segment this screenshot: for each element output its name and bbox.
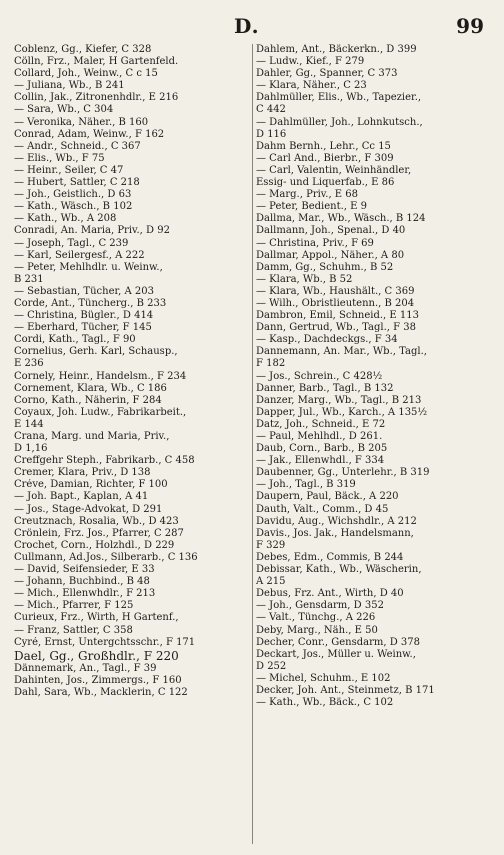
- page-number: 99: [456, 14, 484, 38]
- right-entry: F 329: [256, 539, 286, 551]
- right-entry: — Dahlmüller, Joh., Lohnkutsch.,: [256, 116, 423, 128]
- left-entry: — David, Seifensieder, E 33: [14, 564, 155, 576]
- right-entry: Deckart, Jos., Müller u. Weinw.,: [256, 648, 416, 660]
- left-entry: — Christina, Bügler., D 414: [14, 310, 154, 322]
- right-entry: Debus, Frz. Ant., Wirth, D 40: [256, 588, 404, 600]
- right-entry: Danzer, Marg., Wb., Tagl., B 213: [256, 394, 422, 406]
- right-entry: Dahm Bernh., Lehr., Cc 15: [256, 140, 391, 152]
- right-entry: Deby, Marg., Näh., E 50: [256, 624, 378, 636]
- right-entry: Dallmar, Appol., Näher., A 80: [256, 249, 405, 261]
- right-entry: — Klara, Näher., C 23: [256, 80, 367, 92]
- page-header: [0, 14, 504, 44]
- right-entry: Daubenner, Gg., Unterlehr., B 319: [256, 467, 430, 479]
- left-entry: — Veronika, Näher., B 160: [14, 116, 149, 128]
- right-entry: Dallma, Mar., Wb., Wäsch., B 124: [256, 213, 426, 225]
- left-entry: Cyré, Ernst, Untergchtsschr., F 171: [14, 636, 196, 648]
- right-entry: Davidu, Aug., Wichshdlr., A 212: [256, 515, 417, 527]
- left-entry: — Eberhard, Tücher, F 145: [14, 322, 152, 334]
- right-entry: Dambron, Emil, Schneid., E 113: [256, 310, 419, 322]
- left-entry: Créve, Damian, Richter, F 100: [14, 479, 168, 491]
- left-entry: — Karl, Seilergesf., A 222: [14, 249, 145, 261]
- right-entry: — Carl And., Bierbr., F 309: [256, 152, 394, 164]
- left-entry: — Mich., Ellenwhdlr., F 213: [14, 588, 156, 600]
- right-entry: Davis., Jos. Jak., Handelsmann,: [256, 527, 414, 539]
- left-entry: D 1,16: [14, 443, 48, 455]
- left-entry: Crönlein, Frz. Jos., Pfarrer, C 287: [14, 527, 184, 539]
- right-entry: Debes, Edm., Commis, B 244: [256, 551, 404, 563]
- left-entry: Coblenz, Gg., Kiefer, C 328: [14, 44, 152, 55]
- right-entry: Dahlem, Ant., Bäckerkn., D 399: [256, 44, 417, 55]
- left-entry: E 236: [14, 358, 44, 370]
- left-entry: Dännemark, An., Tagl., F 39: [14, 662, 157, 674]
- right-entry: C 442: [256, 104, 286, 116]
- right-entry: Decher, Conr., Gensdarm, D 378: [256, 636, 421, 648]
- left-entry: — Peter, Mehlhdlr. u. Weinw.,: [14, 261, 163, 273]
- right-entry: Datz, Joh., Schneid., E 72: [256, 418, 386, 430]
- right-column: [256, 44, 492, 709]
- left-entry: Creffgehr Steph., Fabrikarb., C 458: [14, 455, 195, 467]
- left-entry: — Juliana, Wb., B 241: [14, 80, 125, 92]
- right-entry: Dauth, Valt., Comm., D 45: [256, 503, 389, 515]
- right-entry: D 252: [256, 660, 287, 672]
- right-entry: Dahler, Gg., Spanner, C 373: [256, 68, 398, 80]
- left-entry: — Andr., Schneid., C 367: [14, 140, 141, 152]
- left-entry: Dahl, Sara, Wb., Macklerin, C 122: [14, 686, 188, 698]
- left-entry: Cordi, Kath., Tagl., F 90: [14, 334, 136, 346]
- right-entry: D 116: [256, 128, 287, 140]
- right-entry: — Valt., Tünchg., A 226: [256, 612, 376, 624]
- left-entry: Curieux, Frz., Wirth, H Gartenf.,: [14, 612, 179, 624]
- left-entry: B 231: [14, 273, 44, 285]
- right-entry: — Jak., Ellenwhdl., F 334: [256, 455, 385, 467]
- right-entry: — Jos., Schrein., C 428½: [256, 370, 383, 382]
- right-entry: Danner, Barb., Tagl., B 132: [256, 382, 394, 394]
- left-entry: — Heinr., Seiler, C 47: [14, 164, 124, 176]
- right-entry: Dallmann, Joh., Spenal., D 40: [256, 225, 406, 237]
- right-entry: — Joh., Gensdarm, D 352: [256, 600, 384, 612]
- left-entry: Coyaux, Joh. Ludw., Fabrikarbeit.,: [14, 406, 187, 418]
- left-entry: Cremer, Klara, Priv., D 138: [14, 467, 151, 479]
- right-entry: Essig- und Liquerfab., E 86: [256, 177, 395, 189]
- left-entry: — Johann, Buchbind., B 48: [14, 576, 150, 588]
- right-entry: F 182: [256, 358, 286, 370]
- left-entry: Dahinten, Jos., Zimmergs., F 160: [14, 674, 182, 686]
- left-entry: — Joh., Geistlich., D 63: [14, 189, 132, 201]
- left-entry: Cölln, Frz., Maler, H Gartenfeld.: [14, 56, 179, 68]
- left-entry: Collard, Joh., Weinw., C c 15: [14, 68, 158, 80]
- left-entry: — Kath., Wb., A 208: [14, 213, 117, 225]
- right-entry: Dapper, Jul., Wb., Karch., A 135½: [256, 406, 428, 418]
- left-entry: — Joseph, Tagl., C 239: [14, 237, 129, 249]
- right-entry: — Kasp., Dachdeckgs., F 34: [256, 334, 398, 346]
- left-entry: Cornelius, Gerh. Karl, Schausp.,: [14, 346, 178, 358]
- left-entry: Cullmann, Ad.Jos., Silberarb., C 136: [14, 551, 198, 563]
- left-entry: Corno, Kath., Näherin, F 284: [14, 394, 162, 406]
- right-entry: Dann, Gertrud, Wb., Tagl., F 38: [256, 322, 416, 334]
- right-entry: Debissar, Kath., Wb., Wäscherin,: [256, 564, 422, 576]
- right-entry: — Kath., Wb., Bäck., C 102: [256, 697, 394, 709]
- left-entry: Crochet, Corn., Holzhdl., D 229: [14, 539, 175, 551]
- section-letter: D.: [234, 14, 260, 38]
- right-entry: — Carl, Valentin, Weinhändler,: [256, 164, 412, 176]
- right-entry: — Christina, Priv., F 69: [256, 237, 374, 249]
- right-entry: Damm, Gg., Schuhm., B 52: [256, 261, 394, 273]
- left-column: [14, 44, 250, 699]
- right-entry: — Michel, Schuhm., E 102: [256, 672, 391, 684]
- left-entry: — Franz, Sattler, C 358: [14, 624, 133, 636]
- left-entry: Conrad, Adam, Weinw., F 162: [14, 128, 165, 140]
- right-entry: Dahlmüller, Elis., Wb., Tapezier.,: [256, 92, 422, 104]
- left-entry: Dael, Gg., Großhdlr., F 220: [14, 648, 179, 663]
- right-entry: — Klara, Wb., Haushält., C 369: [256, 285, 415, 297]
- right-entry: — Joh., Tagl., B 319: [256, 479, 356, 491]
- right-entry: Decker, Joh. Ant., Steinmetz, B 171: [256, 684, 435, 696]
- left-entry: — Kath., Wäsch., B 102: [14, 201, 133, 213]
- right-entry: — Peter, Bedient., E 9: [256, 201, 367, 213]
- left-entry: Cornely, Heinr., Handelsm., F 234: [14, 370, 187, 382]
- right-entry: — Klara, Wb., B 52: [256, 273, 353, 285]
- left-entry: — Hubert, Sattler, C 218: [14, 177, 140, 189]
- left-entry: E 144: [14, 418, 44, 430]
- left-entry: — Mich., Pfarrer, F 125: [14, 600, 134, 612]
- right-entry: — Ludw., Kief., F 279: [256, 56, 365, 68]
- left-entry: Crana, Marg. und Maria, Priv.,: [14, 431, 170, 442]
- left-entry: Creutznach, Rosalia, Wb., D 423: [14, 515, 179, 527]
- left-entry: Collin, Jak., Zitronenhdlr., E 216: [14, 92, 179, 104]
- left-entry: — Elis., Wb., F 75: [14, 152, 105, 164]
- right-entry: Dannemann, An. Mar., Wb., Tagl.,: [256, 346, 427, 358]
- left-entry: — Jos., Stage-Advokat, D 291: [14, 503, 163, 515]
- right-entry: — Marg., Priv., E 68: [256, 189, 359, 201]
- left-entry: Conradi, An. Maria, Priv., D 92: [14, 225, 170, 237]
- left-entry: — Joh. Bapt., Kaplan, A 41: [14, 491, 149, 503]
- left-entry: Cornement, Klara, Wb., C 186: [14, 382, 167, 394]
- left-entry: — Sebastian, Tücher, A 203: [14, 285, 155, 297]
- right-entry: Daupern, Paul, Bäck., A 220: [256, 491, 399, 503]
- right-entry: Daub, Corn., Barb., B 205: [256, 443, 388, 455]
- right-entry: — Paul, Mehlhdl., D 261.: [256, 431, 383, 442]
- right-entry: — Wilh., Obristlieutenn., B 204: [256, 297, 415, 309]
- right-entry: A 215: [256, 576, 286, 588]
- left-entry: — Sara, Wb., C 304: [14, 104, 114, 116]
- left-entry: Corde, Ant., Tüncherg., B 233: [14, 297, 167, 309]
